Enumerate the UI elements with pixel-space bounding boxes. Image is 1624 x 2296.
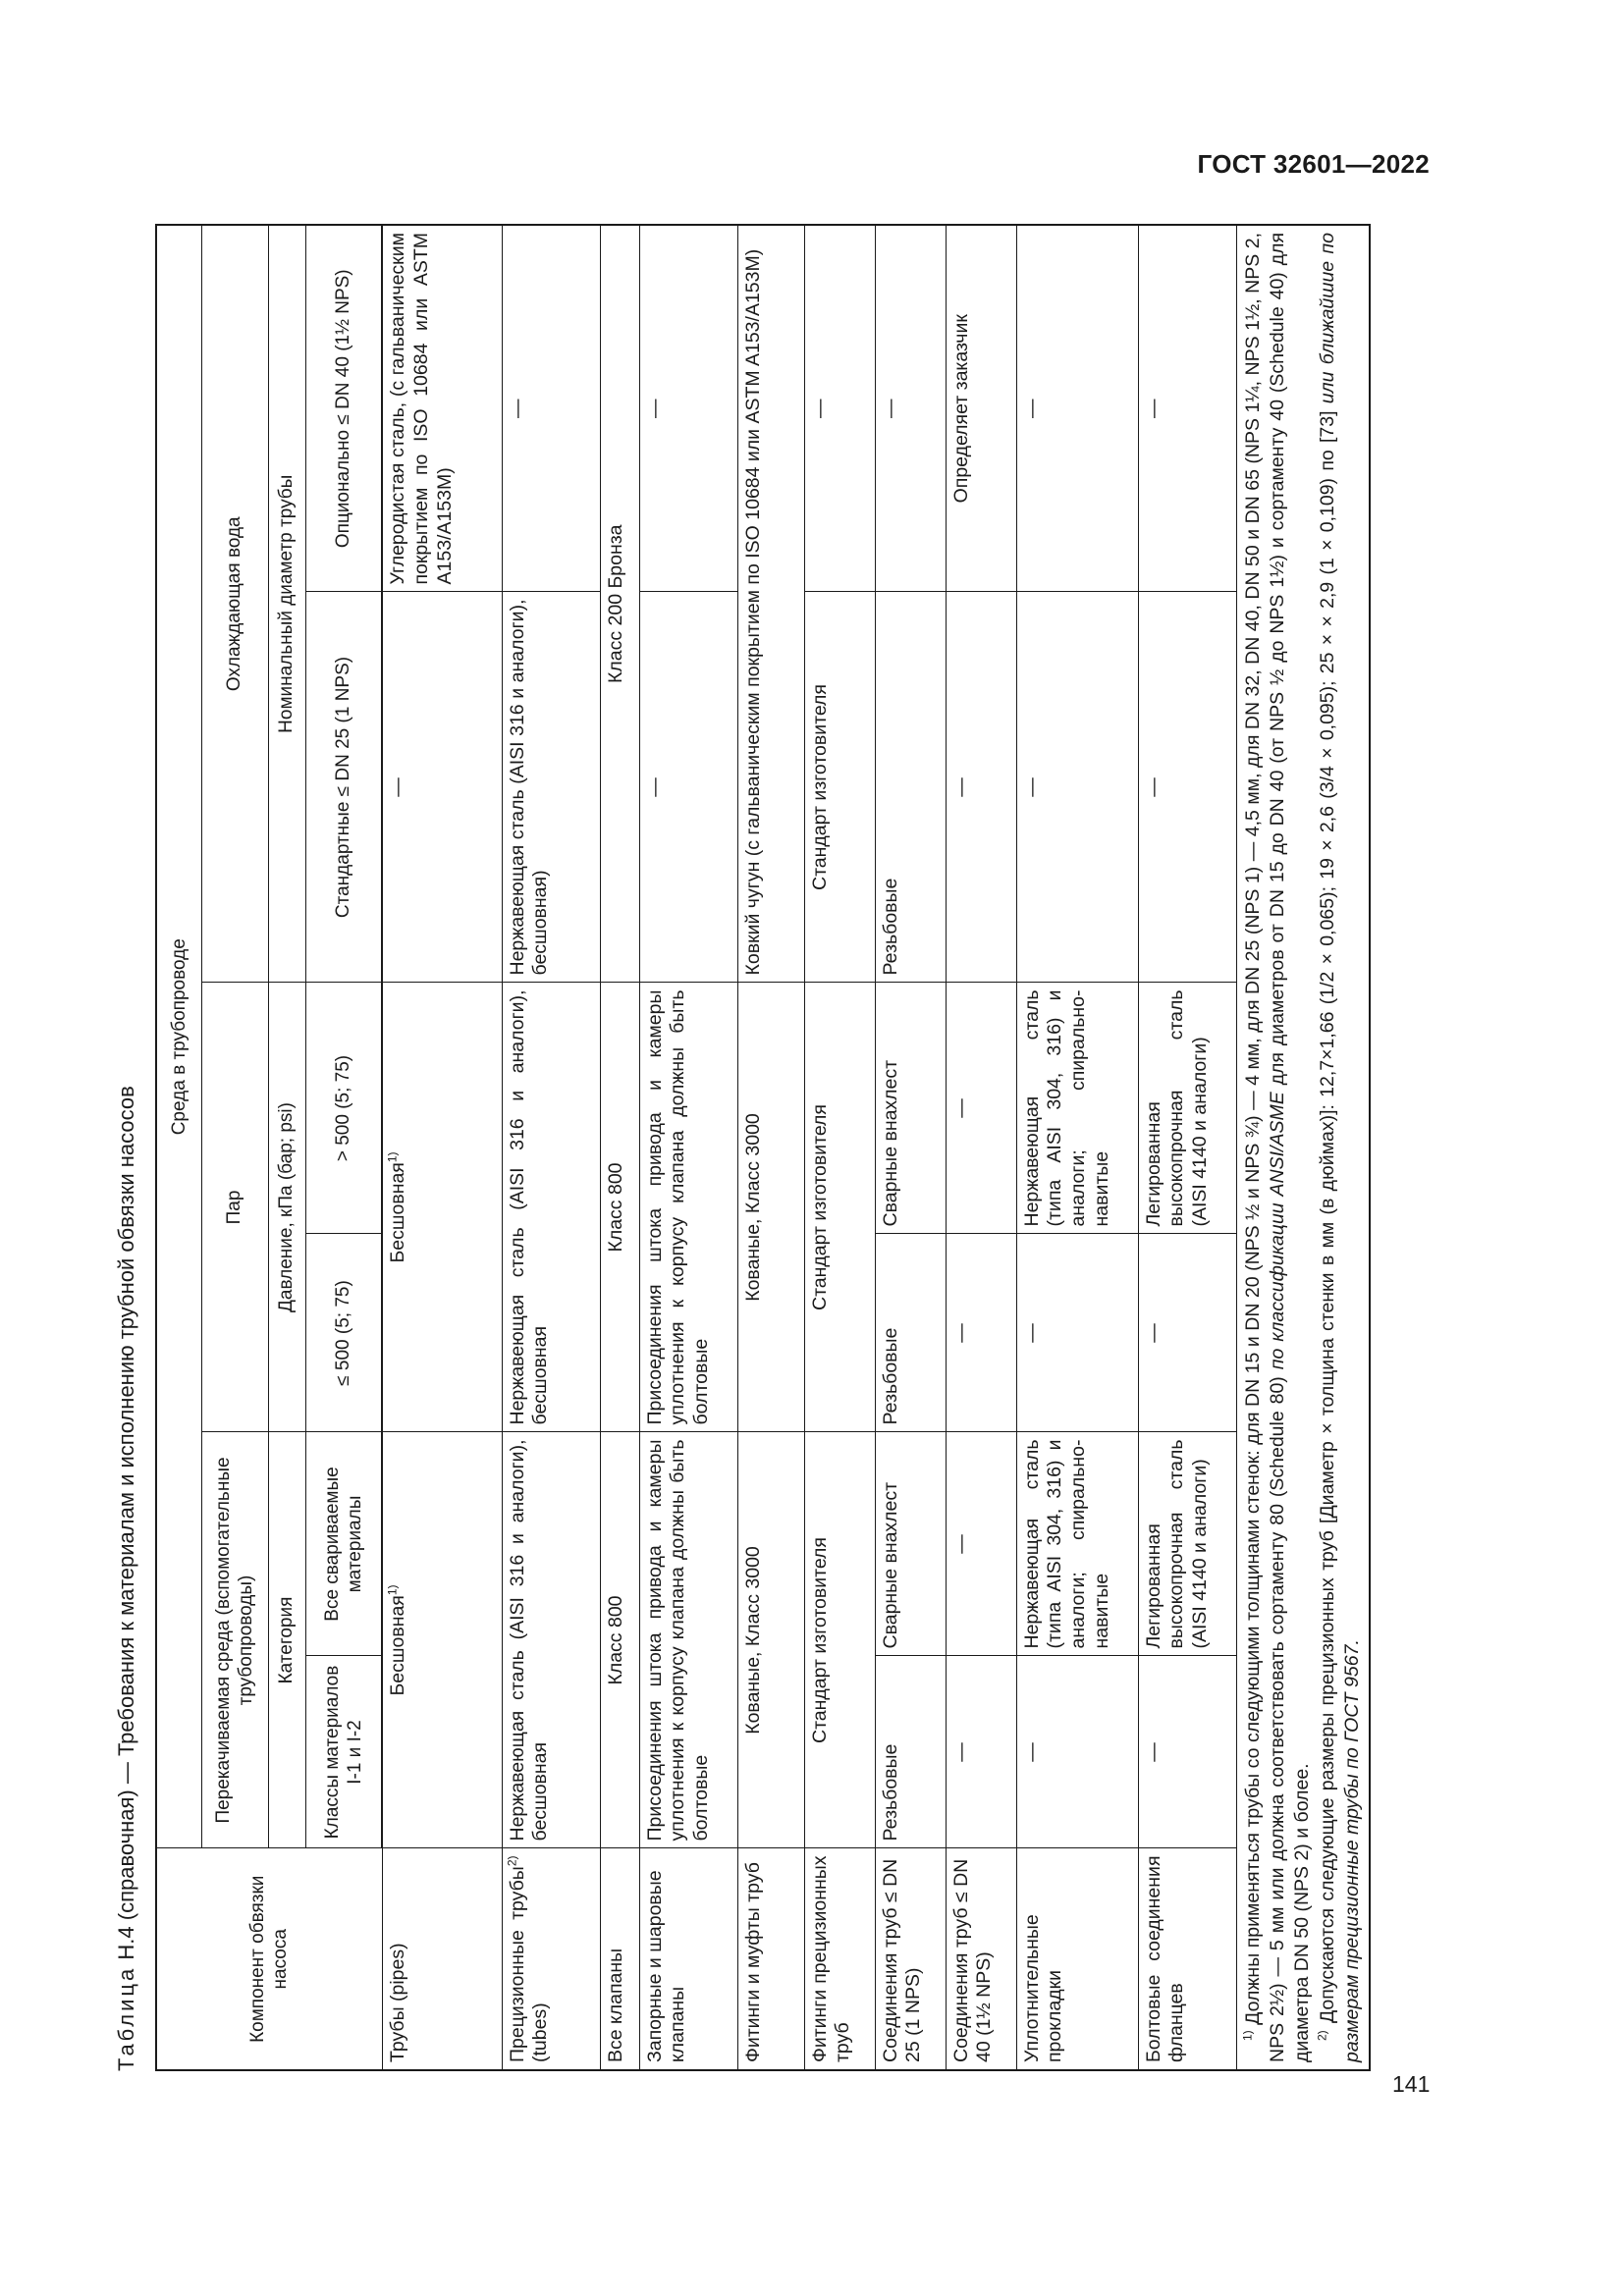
footnote-1: $^{1)}$ Должны применяться трубы со следующими толщинами стенок: для DN 15 и DN 20 (NPS ½ и NPS ¾) — 4 мм, для DN 25 (NPS 1) — 4,5 мм, для DN 32, DN 40, DN 50 и DN 65 (NPS 1¼, NPS 1½, NPS 2, NPS 2½) — 5 мм или должна соответствовать сортаменту 80 (Schedule 80) по классификации ANSI/ASME для диаметров от DN 15 до DN 40 (от NPS ½ до NPS 1½) и сортаменту 40 (Schedule 40) для диаметра DN 50 (NPS 2) и более. xyxy=(1240,232,1314,2062)
header-pressure-low: ≤ 500 (5; 75) xyxy=(305,1234,382,1432)
header-pressure: Давление, кПа (бар; psi) xyxy=(268,983,305,1432)
header-pumped: Перекачиваемая среда (вспомогательные трубопроводы) xyxy=(201,1432,268,1848)
header-diameter-optional: Опционально ≤ DN 40 (1½ NPS) xyxy=(305,225,382,592)
cell-steam: Стандарт изготовителя xyxy=(804,983,875,1432)
cell-steam: Класс 800 xyxy=(600,983,639,1432)
cell-steam: Бесшовная$^{1)}$ xyxy=(382,983,502,1432)
cell-cool-standard: Нержавеющая сталь (AISI 316 и аналоги), бесшовная) xyxy=(502,592,600,983)
caption-text: Н.4 (справочная) — Требования к материалам и исполнению трубной обвязки насосов xyxy=(114,1086,138,1960)
header-pressure-high: > 500 (5; 75) xyxy=(305,983,382,1234)
row-name: Соединения труб ≤ DN 40 (1½ NPS) xyxy=(946,1848,1016,2070)
cell-steam-low: — xyxy=(1138,1234,1236,1432)
table-row xyxy=(1138,225,1236,2070)
cell-pumped-classes: — xyxy=(946,1656,1016,1848)
cell-steam-high: Легированная высокопрочная сталь (AISI 4140 и аналоги) xyxy=(1138,983,1236,1234)
row-name: Фитинги прецизионных труб xyxy=(804,1848,875,2070)
header-category: Категория xyxy=(268,1432,305,1848)
cell-steam: Присоединения штока привода и камеры уплотнения к корпусу клапана должны быть болтовые xyxy=(639,983,737,1432)
row-name: Уплотнительные прокладки xyxy=(1016,1848,1138,2070)
cell-cool-standard: — xyxy=(1016,592,1138,983)
document-header: ГОСТ 32601—2022 xyxy=(1197,149,1430,179)
table-caption xyxy=(108,226,155,2071)
cell-pumped: Стандарт изготовителя xyxy=(804,1432,875,1848)
row-name: Соединения труб ≤ DN 25 (1 NPS) xyxy=(875,1848,946,2070)
cell-cool-standard: — xyxy=(382,592,502,983)
cell-cool-optional: — xyxy=(875,225,946,592)
header-medium: Среда в трубопроводе xyxy=(156,225,201,1848)
table-footnotes xyxy=(1236,225,1370,2070)
cell-cool-standard: — xyxy=(639,592,737,983)
table-row xyxy=(737,225,804,2070)
cell-cool-standard: — xyxy=(1138,592,1236,983)
cell-cool-standard: — xyxy=(946,592,1016,983)
cell-pumped: Бесшовная$^{1)}$ xyxy=(382,1432,502,1848)
cell-cool: Класс 200 Бронза xyxy=(600,225,639,983)
cell-cool-optional: — xyxy=(639,225,737,592)
row-name: Болтовые соединения фланцев xyxy=(1138,1848,1236,2070)
cell-cool-optional: — xyxy=(804,225,875,592)
cell-pumped-all: Легированная высокопрочная сталь (AISI 4140 и аналоги) xyxy=(1138,1432,1236,1656)
cell-pumped-classes: — xyxy=(1138,1656,1236,1848)
cell-cool-optional: Определяет заказчик xyxy=(946,225,1016,592)
cell-steam-high: Нержавеющая сталь (типа AISI 304, 316) и аналоги; спирально-навитые xyxy=(1016,983,1138,1234)
cell-pumped: Класс 800 xyxy=(600,1432,639,1848)
table-row xyxy=(1016,225,1138,2070)
cell-pumped: Нержавеющая сталь (AISI 316 и аналоги), бесшовная xyxy=(502,1432,600,1848)
cell-steam-high: Сварные внахлест xyxy=(875,983,946,1234)
header-cooling: Охлаждающая вода xyxy=(201,225,268,983)
table-row xyxy=(875,225,946,2070)
cell-steam: Кованые, Класс 3000 xyxy=(737,983,804,1432)
header-cat-all: Все свариваемые материалы xyxy=(305,1432,382,1656)
notes-row xyxy=(1236,225,1370,2070)
header-nominal-diameter: Номинальный диаметр трубы xyxy=(268,225,305,983)
header-diameter-standard: Стандартные ≤ DN 25 (1 NPS) xyxy=(305,592,382,983)
footnote-2: $^{2)}$ Допускаются следующие размеры прецизионных труб [Диаметр × толщина стенки в мм (в дюймах)]: 12,7×1,66 (1/2 × 0,065); 19 × 2,6 (3/4 × 0,095); 25 × × 2,9 (1 × 0,109) по [73] или ближайшие по размерам прецизионные трубы по ГОСТ 9567. xyxy=(1315,233,1363,2062)
cell-pumped-all: Нержавеющая сталь (типа AISI 304, 316) и аналоги; спирально-навитые xyxy=(1016,1432,1138,1656)
cell-cool-standard: Стандарт изготовителя xyxy=(804,592,875,983)
table-row xyxy=(600,225,639,2070)
row-name: Запорные и шаровые клапаны xyxy=(639,1848,737,2070)
cell-pumped: Присоединения штока привода и камеры уплотнения к корпусу клапана должны быть болтовые xyxy=(639,1432,737,1848)
table-row xyxy=(639,225,737,2070)
cell-pumped-classes: Резьбовые xyxy=(875,1656,946,1848)
row-name: Фитинги и муфты труб xyxy=(737,1848,804,2070)
cell-steam-low: — xyxy=(1016,1234,1138,1432)
cell-pumped-classes: — xyxy=(1016,1656,1138,1848)
cell-cool-optional: — xyxy=(502,225,600,592)
rotated-table-container xyxy=(108,226,1424,2071)
table-row xyxy=(382,225,502,2070)
header-steam: Пар xyxy=(201,983,268,1432)
row-name: Прецизионные трубы$^{2)}$ (tubes) xyxy=(502,1848,600,2070)
header-component: Компонент обвязки насоса xyxy=(156,1848,382,2070)
table-row xyxy=(804,225,875,2070)
cell-steam-low: Резьбовые xyxy=(875,1234,946,1432)
cell-cool-optional: — xyxy=(1138,225,1236,592)
cell-pumped-all: — xyxy=(946,1432,1016,1656)
table-row xyxy=(946,225,1016,2070)
header-cat-classes: Классы материалов I-1 и I-2 xyxy=(305,1656,382,1848)
cell-steam-high: — xyxy=(946,983,1016,1234)
caption-word: Таблица xyxy=(114,1965,138,2071)
cell-cool: Ковкий чугун (с гальваническим покрытием по ISO 10684 или ASTM A153/A153M) xyxy=(737,225,804,983)
cell-pumped: Кованые, Класс 3000 xyxy=(737,1432,804,1848)
cell-cool-standard: Резьбовые xyxy=(875,592,946,983)
requirements-table xyxy=(155,224,1371,2071)
row-name: Трубы (pipes) xyxy=(382,1848,502,2070)
page-number: 141 xyxy=(1392,2071,1431,2097)
row-name: Все клапаны xyxy=(600,1848,639,2070)
cell-steam-low: — xyxy=(946,1234,1016,1432)
cell-steam: Нержавеющая сталь (AISI 316 и аналоги), бесшовная xyxy=(502,983,600,1432)
cell-cool-optional: — xyxy=(1016,225,1138,592)
table-row xyxy=(502,225,600,2070)
cell-cool-optional: Углеродистая сталь, (с гальваническим покрытием по ISO 10684 или ASTM A153/A153M) xyxy=(382,225,502,592)
cell-pumped-all: Сварные внахлест xyxy=(875,1432,946,1656)
